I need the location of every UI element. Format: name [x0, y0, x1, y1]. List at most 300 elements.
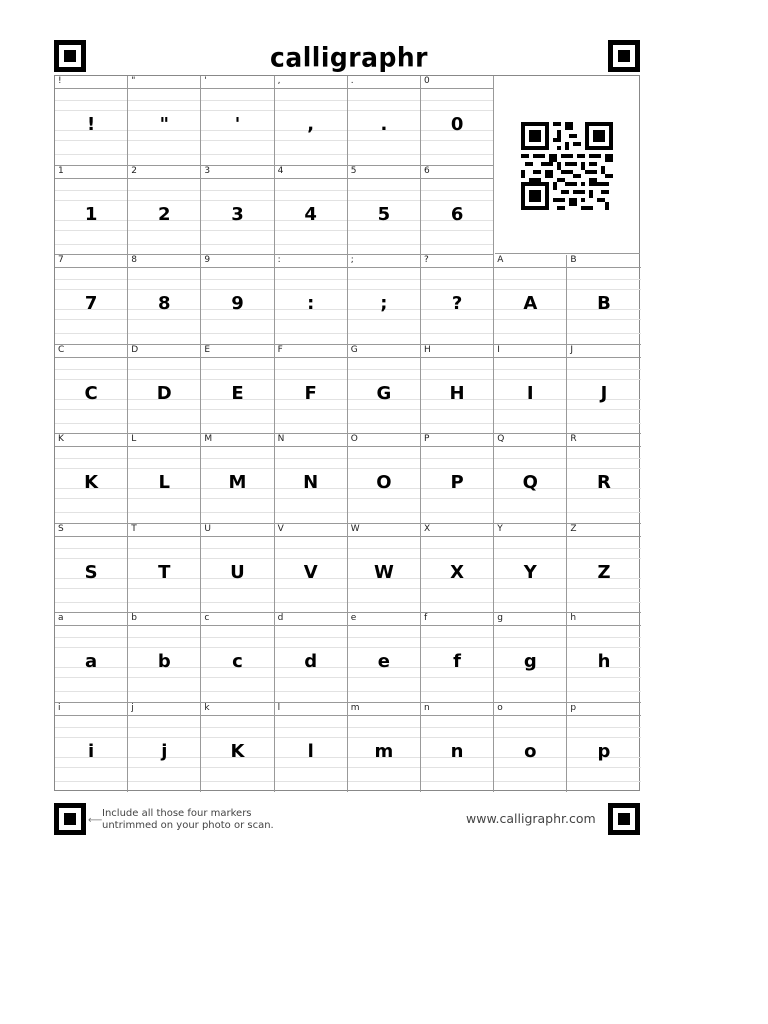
guide-line: [421, 379, 493, 380]
cell-header-line: [421, 536, 493, 537]
guide-line: [494, 558, 566, 559]
cell-header-line: [275, 625, 347, 626]
guide-line: [348, 244, 420, 245]
glyph-cell: [494, 524, 567, 614]
cell-header-line: [567, 267, 640, 268]
glyph-cell: [348, 703, 421, 793]
guide-line: [55, 458, 127, 459]
cell-label: m: [350, 702, 360, 713]
guide-line: [421, 691, 493, 692]
cell-label: .: [350, 76, 354, 86]
guide-line: [421, 289, 493, 290]
guide-line: [421, 458, 493, 459]
guide-line: [348, 781, 420, 782]
guide-line: [128, 691, 200, 692]
guide-line: [567, 691, 640, 692]
glyph-cell: [201, 434, 274, 524]
cell-label: A: [497, 255, 504, 265]
calligraphr-logo: calligraphr: [270, 42, 429, 73]
guide-line: [494, 409, 566, 410]
handwritten-glyph: ?: [451, 293, 463, 314]
guide-line: [494, 691, 566, 692]
glyph-cell: [275, 703, 348, 793]
guide-line: [275, 140, 347, 141]
cell-label: :: [277, 255, 281, 265]
cell-label: J: [570, 344, 574, 355]
handwritten-glyph: O: [376, 472, 392, 493]
cell-label: i: [58, 702, 61, 713]
guide-line: [348, 468, 420, 469]
guide-line: [421, 512, 493, 513]
cell-header-line: [128, 715, 200, 716]
guide-line: [201, 289, 273, 290]
cell-label: k: [204, 702, 210, 713]
guide-line: [421, 498, 493, 499]
cell-label: c: [204, 613, 210, 623]
guide-line: [55, 333, 127, 334]
guide-line: [275, 512, 347, 513]
guide-line: [567, 498, 640, 499]
guide-line: [421, 100, 493, 101]
guide-line: [348, 379, 420, 380]
cell-label: G: [350, 344, 358, 355]
handwritten-glyph: 6: [450, 203, 464, 225]
cell-label: 5: [350, 165, 357, 176]
cell-header-line: [275, 267, 347, 268]
cell-header-line: [348, 715, 420, 716]
cell-header-line: [567, 715, 640, 716]
guide-line: [55, 512, 127, 513]
marker-bottom-left: [54, 803, 86, 835]
guide-line: [421, 279, 493, 280]
handwritten-glyph: 8: [158, 293, 171, 314]
handwritten-glyph: R: [597, 472, 611, 493]
cell-label: C: [58, 344, 65, 355]
guide-line: [421, 602, 493, 603]
guide-line: [348, 637, 420, 638]
cell-label: 8: [131, 255, 137, 265]
handwritten-glyph: K: [230, 740, 245, 762]
cell-header-line: [348, 267, 420, 268]
guide-line: [421, 154, 493, 155]
marker-instruction: [90, 808, 274, 832]
handwritten-glyph: I: [526, 382, 534, 404]
glyph-cell: [55, 166, 128, 256]
guide-line: [55, 423, 127, 424]
handwritten-glyph: !: [86, 114, 96, 135]
guide-line: [421, 548, 493, 549]
handwritten-glyph: J: [600, 382, 608, 404]
cell-label: E: [204, 344, 211, 355]
handwritten-glyph: Y: [523, 561, 537, 583]
guide-line: [128, 230, 200, 231]
guide-line: [567, 727, 640, 728]
handwritten-glyph: T: [158, 561, 171, 583]
handwritten-glyph: M: [228, 472, 247, 493]
guide-line: [348, 512, 420, 513]
guide-line: [128, 781, 200, 782]
guide-line: [567, 637, 640, 638]
cell-header-line: [421, 625, 493, 626]
cell-header-line: [494, 625, 566, 626]
guide-line: [567, 379, 640, 380]
guide-line: [421, 558, 493, 559]
guide-line: [567, 319, 640, 320]
guide-line: [128, 379, 200, 380]
guide-line: [567, 279, 640, 280]
handwritten-glyph: j: [161, 740, 168, 762]
glyph-cell: [348, 255, 421, 345]
handwritten-glyph: o: [524, 740, 537, 762]
glyph-cell: [567, 524, 640, 614]
glyph-cell: [494, 434, 567, 524]
guide-line: [275, 369, 347, 370]
handwritten-glyph: D: [156, 382, 172, 404]
guide-line: [128, 409, 200, 410]
guide-line: [348, 319, 420, 320]
cell-header-line: [348, 625, 420, 626]
cell-label: ": [131, 76, 136, 86]
guide-line: [348, 588, 420, 589]
cell-header-line: [55, 715, 127, 716]
cell-label: o: [497, 702, 503, 713]
guide-line: [348, 140, 420, 141]
handwritten-glyph: H: [449, 382, 465, 404]
guide-line: [55, 200, 127, 201]
guide-line: [201, 423, 273, 424]
glyph-cell: [421, 76, 494, 166]
qr-code-icon: [521, 122, 613, 210]
guide-line: [55, 677, 127, 678]
handwritten-glyph: K: [84, 472, 99, 493]
cell-label: !: [58, 76, 62, 86]
handwritten-glyph: W: [373, 561, 394, 583]
cell-label: 7: [58, 255, 64, 265]
guide-line: [567, 458, 640, 459]
handwritten-glyph: c: [232, 651, 243, 672]
glyph-cell: [421, 434, 494, 524]
template-grid: [54, 75, 640, 791]
guide-line: [275, 289, 347, 290]
glyph-cell: [348, 613, 421, 703]
cell-label: e: [350, 613, 357, 623]
guide-line: [421, 200, 493, 201]
guide-line: [128, 677, 200, 678]
glyph-cell: [128, 434, 201, 524]
handwritten-glyph: X: [450, 561, 465, 583]
guide-line: [421, 647, 493, 648]
guide-line: [128, 727, 200, 728]
cell-header-line: [421, 715, 493, 716]
guide-line: [275, 319, 347, 320]
guide-line: [128, 637, 200, 638]
glyph-cell: [201, 166, 274, 256]
guide-line: [128, 279, 200, 280]
glyph-cell: [421, 613, 494, 703]
guide-line: [201, 110, 273, 111]
guide-line: [128, 110, 200, 111]
guide-line: [275, 588, 347, 589]
guide-line: [348, 498, 420, 499]
guide-line: [201, 244, 273, 245]
guide-line: [567, 468, 640, 469]
cell-label: X: [424, 523, 431, 534]
glyph-cell: [275, 255, 348, 345]
cell-label: n: [424, 702, 430, 713]
guide-line: [348, 548, 420, 549]
guide-line: [567, 333, 640, 334]
glyph-cell: [201, 76, 274, 166]
cell-header-line: [494, 715, 566, 716]
cell-header-line: [421, 357, 493, 358]
cell-label: f: [424, 613, 428, 623]
guide-line: [128, 319, 200, 320]
glyph-cell: [348, 166, 421, 256]
cell-label: d: [277, 613, 284, 623]
cell-label: 3: [204, 165, 211, 176]
handwritten-glyph: Z: [597, 561, 611, 583]
cell-header-line: [421, 267, 493, 268]
cell-label: O: [350, 434, 358, 444]
guide-line: [55, 100, 127, 101]
guide-line: [55, 727, 127, 728]
cell-header-line: [348, 178, 420, 179]
guide-line: [421, 333, 493, 334]
guide-line: [348, 727, 420, 728]
guide-line: [348, 458, 420, 459]
glyph-cell: [421, 166, 494, 256]
guide-line: [201, 637, 273, 638]
handwritten-glyph: 2: [158, 203, 171, 225]
guide-line: [275, 154, 347, 155]
handwritten-glyph: n: [450, 740, 464, 762]
cell-label: Y: [497, 523, 503, 534]
handwritten-glyph: g: [523, 651, 537, 672]
guide-line: [494, 512, 566, 513]
guide-line: [128, 548, 200, 549]
guide-line: [421, 190, 493, 191]
guide-line: [275, 409, 347, 410]
guide-line: [275, 677, 347, 678]
handwritten-glyph: h: [597, 651, 611, 672]
glyph-cell: [494, 613, 567, 703]
cell-header-line: [55, 357, 127, 358]
cell-label: b: [131, 613, 137, 623]
cell-label: R: [570, 434, 577, 444]
handwritten-glyph: 3: [231, 203, 244, 225]
guide-line: [494, 727, 566, 728]
guide-line: [275, 100, 347, 101]
cell-header-line: [275, 446, 347, 447]
handwritten-glyph: l: [307, 740, 314, 762]
instruction-line-1: Include all those four markers: [102, 808, 252, 819]
guide-line: [567, 409, 640, 410]
handwritten-glyph: .: [380, 114, 388, 135]
guide-line: [55, 767, 127, 768]
cell-header-line: [55, 625, 127, 626]
cell-label: V: [277, 523, 284, 534]
guide-line: [275, 647, 347, 648]
handwritten-glyph: V: [303, 561, 318, 583]
handwritten-glyph: m: [374, 740, 394, 762]
guide-line: [275, 230, 347, 231]
cell-label: 9: [204, 255, 211, 265]
handwritten-glyph: Q: [522, 472, 538, 493]
cell-label: g: [497, 613, 503, 623]
cell-header-line: [55, 178, 127, 179]
guide-line: [494, 767, 566, 768]
guide-line: [201, 727, 273, 728]
guide-line: [567, 558, 640, 559]
cell-header-line: [201, 446, 273, 447]
cell-header-line: [348, 88, 420, 89]
handwritten-glyph: ,: [307, 114, 315, 135]
guide-line: [494, 279, 566, 280]
guide-line: [201, 737, 273, 738]
guide-line: [421, 319, 493, 320]
guide-line: [421, 369, 493, 370]
glyph-cell: [348, 434, 421, 524]
guide-line: [348, 558, 420, 559]
glyph-cell: [567, 255, 640, 345]
guide-line: [55, 409, 127, 410]
cell-header-line: [201, 625, 273, 626]
guide-line: [275, 379, 347, 380]
cell-label: l: [277, 702, 281, 713]
glyph-cell: [128, 255, 201, 345]
cell-label: N: [277, 434, 285, 444]
cell-header-line: [348, 536, 420, 537]
cell-label: j: [131, 702, 134, 713]
guide-line: [55, 244, 127, 245]
cell-label: L: [131, 434, 137, 444]
guide-line: [348, 100, 420, 101]
guide-line: [201, 100, 273, 101]
handwritten-glyph: a: [85, 651, 98, 672]
guide-line: [128, 558, 200, 559]
guide-line: [275, 727, 347, 728]
glyph-cell: [348, 345, 421, 435]
cell-header-line: [348, 446, 420, 447]
guide-line: [567, 423, 640, 424]
cell-label: W: [350, 523, 360, 534]
guide-line: [494, 647, 566, 648]
cell-header-line: [494, 267, 566, 268]
cell-header-line: [421, 88, 493, 89]
glyph-cell: [275, 434, 348, 524]
guide-line: [275, 110, 347, 111]
guide-line: [201, 781, 273, 782]
cell-header-line: [421, 446, 493, 447]
guide-line: [55, 190, 127, 191]
guide-line: [275, 468, 347, 469]
website-url: www.calligraphr.com: [466, 811, 596, 826]
guide-line: [494, 369, 566, 370]
cell-header-line: [201, 357, 273, 358]
guide-line: [275, 190, 347, 191]
cell-header-line: [128, 88, 200, 89]
guide-line: [421, 737, 493, 738]
cell-label: T: [131, 523, 137, 534]
glyph-cell: [567, 345, 640, 435]
cell-header-line: [567, 446, 640, 447]
cell-label: p: [570, 702, 577, 713]
cell-header-line: [55, 446, 127, 447]
cell-label: S: [58, 523, 64, 534]
left-arrow-icon: ⟵: [88, 815, 103, 826]
cell-header-line: [567, 625, 640, 626]
guide-line: [494, 548, 566, 549]
handwritten-glyph: 5: [377, 203, 391, 225]
guide-line: [494, 333, 566, 334]
glyph-cell: [55, 613, 128, 703]
guide-line: [494, 423, 566, 424]
guide-line: [348, 110, 420, 111]
cell-header-line: [128, 536, 200, 537]
guide-line: [421, 409, 493, 410]
cell-label: M: [204, 434, 213, 444]
handwritten-glyph: U: [230, 561, 245, 583]
cell-header-line: [201, 178, 273, 179]
glyph-cell: [421, 524, 494, 614]
guide-line: [494, 602, 566, 603]
guide-line: [275, 200, 347, 201]
guide-line: [494, 498, 566, 499]
guide-line: [128, 468, 200, 469]
glyph-cell: [494, 703, 567, 793]
glyph-cell: [421, 345, 494, 435]
cell-header-line: [128, 178, 200, 179]
guide-line: [348, 767, 420, 768]
cell-header-line: [55, 88, 127, 89]
marker-bottom-right: [608, 803, 640, 835]
glyph-cell: [567, 434, 640, 524]
guide-line: [275, 602, 347, 603]
handwritten-glyph: f: [453, 651, 462, 672]
guide-line: [567, 737, 640, 738]
glyph-cell: [275, 166, 348, 256]
guide-line: [421, 727, 493, 728]
instruction-line-2: untrimmed on your photo or scan.: [102, 820, 274, 831]
glyph-cell: [348, 76, 421, 166]
guide-line: [201, 691, 273, 692]
cell-label: Q: [497, 434, 505, 444]
guide-line: [421, 767, 493, 768]
glyph-cell: [128, 524, 201, 614]
guide-line: [128, 602, 200, 603]
guide-line: [567, 369, 640, 370]
guide-line: [55, 498, 127, 499]
cell-label: ?: [424, 255, 429, 265]
cell-header-line: [421, 178, 493, 179]
guide-line: [128, 512, 200, 513]
glyph-cell: [567, 703, 640, 793]
guide-line: [494, 637, 566, 638]
cell-label: D: [131, 344, 139, 355]
handwritten-glyph: ': [234, 114, 241, 135]
guide-line: [494, 588, 566, 589]
handwritten-glyph: i: [88, 740, 95, 762]
guide-line: [275, 333, 347, 334]
cell-header-line: [275, 536, 347, 537]
guide-line: [201, 230, 273, 231]
cell-header-line: [494, 536, 566, 537]
guide-line: [55, 379, 127, 380]
guide-line: [201, 369, 273, 370]
cell-header-line: [128, 446, 200, 447]
guide-line: [201, 319, 273, 320]
guide-line: [494, 468, 566, 469]
